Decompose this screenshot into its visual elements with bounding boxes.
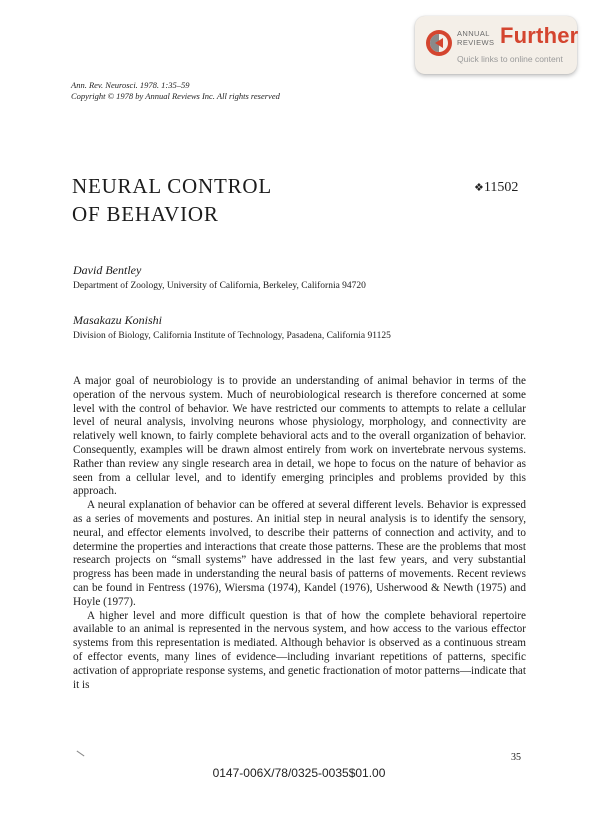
- body-paragraph: A major goal of neurobiology is to provide an understanding of animal behavior in terms of the operation of the nervous system. Much of neurobiological research is therefore concerned at some level with the control of behavior. We have restricted our comments to attempts to relate a cellular level of neural analysis, involving neurons whose physiology, morphology, and connectivity are relatively well known, to fairly complete behavioral acts and to the overall organization of behavior. Consequently, examples will be drawn almost entirely from work on invertebrate nervous systems. Rather than review any single research area in detail, we hope to focus on the nature of behavior as seen from a cellular level, and to identify emerging principles and problems provided by this approach.: [73, 375, 526, 498]
- footer-code: 0147-006X/78/0325-0035$01.00: [212, 766, 386, 780]
- reference-number-value: 11502: [483, 180, 519, 195]
- reference-number: [474, 180, 518, 196]
- author-name: David Bentley: [73, 263, 142, 277]
- badge-further-label: Further: [500, 23, 579, 48]
- badge-reviews-label: REVIEWS: [457, 38, 495, 47]
- diamond-icon: ❖: [474, 182, 484, 194]
- annual-reviews-logo-icon: [424, 28, 454, 58]
- badge-annual-label: ANNUAL: [457, 29, 490, 38]
- article-title-line-1: NEURAL CONTROL: [72, 174, 272, 198]
- scan-mark: [77, 751, 85, 757]
- author-affiliation: Department of Zoology, University of California, Berkeley, California 94720: [73, 281, 366, 291]
- further-links-badge[interactable]: [415, 16, 577, 74]
- article-title-line-2: OF BEHAVIOR: [72, 202, 219, 226]
- body-paragraph: A higher level and more difficult question is that of how the complete behavioral repertoire available to an animal is represented in the nervous system, and how access to the various effector systems from this representation is mediated. Although behavior is observed as a continuous stream of effector events, many lines of evidence—including invariant repetitions of patterns, specific activation of appropriate response systems, and genetic fractionation of motor patterns—indicate that it is: [73, 609, 526, 691]
- page-number: 35: [511, 752, 521, 763]
- citation-line: Ann. Rev. Neurosci. 1978. 1:35–59: [71, 80, 190, 90]
- author-affiliation: Division of Biology, California Institute of Technology, Pasadena, California 91125: [73, 331, 391, 341]
- author-name: Masakazu Konishi: [73, 313, 163, 327]
- copyright-line: Copyright © 1978 by Annual Reviews Inc. All rights reserved: [71, 91, 280, 101]
- body-paragraph: A neural explanation of behavior can be offered at several different levels. Behavior is expressed as a series of movements and postures. An initial step in neural analysis is to identify the sensory, neural, and effector elements involved, to describe their patterns of connection and activity, and to determine the properties and interactions that create those patterns. These are the problems that most research projects on “small systems” have addressed in the last few years, and very substantial progress has been made in understanding the neural basis of patterns of movements. Recent reviews can be found in Fentress (1976), Wiersma (1974), Kandel (1976), Usherwood & Newth (1975) and Hoyle (1977).: [73, 499, 526, 608]
- badge-subtitle: Quick links to online content: [457, 54, 563, 64]
- article-body: [73, 375, 526, 692]
